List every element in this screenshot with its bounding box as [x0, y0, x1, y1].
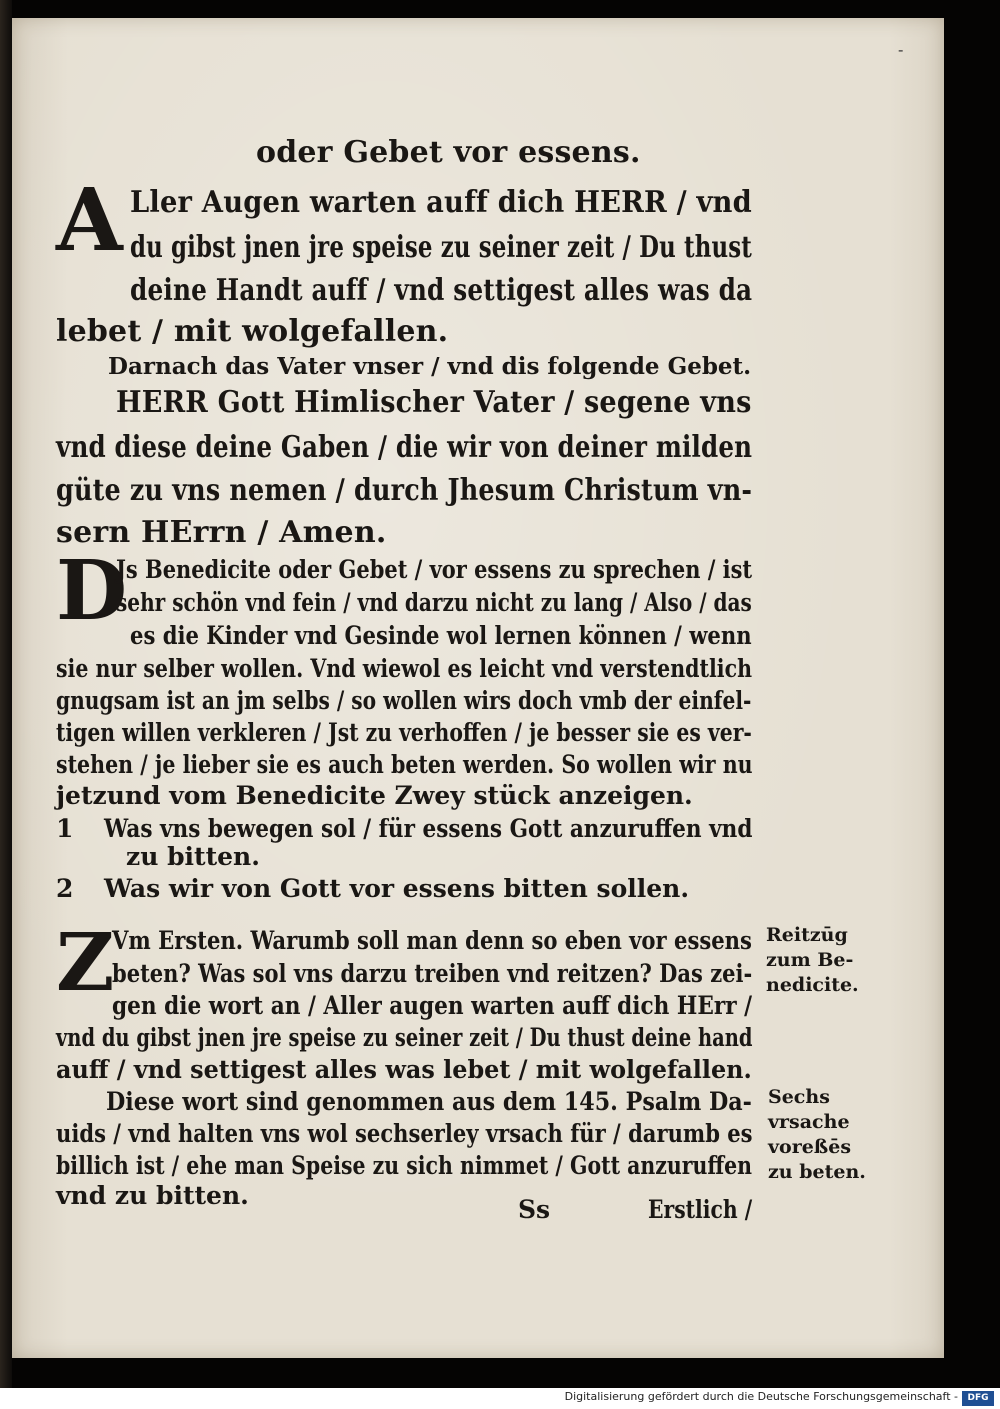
- funding-credit: Digitalisierung gefördert durch die Deutsche Forschungsgemeinschaft -: [564, 1390, 958, 1403]
- dfg-logo: DFG: [962, 1391, 994, 1406]
- margin-note-line: zum Be-: [766, 949, 854, 971]
- signature-mark: Ss: [518, 1195, 551, 1224]
- paragraph-line: gnugsam ist an jm selbs / so wollen wirs doch vmb der einfel-: [56, 686, 752, 715]
- paragraph-line: sehr schön vnd fein / vnd darzu nicht zu lang / Also / das: [116, 588, 752, 617]
- paragraph-line: jetzund vom Benedicite Zwey stück anzeigen.: [56, 781, 693, 810]
- paragraph-line: Js Benedicite oder Gebet / vor essens zu sprechen / ist: [116, 555, 753, 584]
- paragraph-line: uids / vnd halten vns wol sechserley vrsach für / darumb es: [56, 1119, 753, 1148]
- drop-cap: A: [56, 170, 123, 271]
- page-heading: oder Gebet vor essens.: [256, 135, 641, 170]
- margin-note-line: Reitzūg: [766, 924, 848, 946]
- margin-note-line: Sechs: [768, 1086, 830, 1108]
- drop-cap: D: [56, 543, 128, 639]
- list-number: 1: [56, 814, 74, 843]
- paragraph-line: billich ist / ehe man Speise zu sich nimmet / Gott anzuruffen: [56, 1151, 753, 1180]
- prayer-line: sern HErrn / Amen.: [56, 515, 387, 550]
- margin-note-line: zu beten.: [768, 1161, 866, 1183]
- page-mark: -: [898, 40, 904, 59]
- instruction-line: Darnach das Vater vnser / vnd dis folgende Gebet.: [108, 353, 752, 380]
- list-number: 2: [56, 874, 74, 903]
- verse-line: deine Handt auff / vnd settigest alles was da: [130, 273, 753, 308]
- paragraph-line: Vm Ersten. Warumb soll man denn so eben vor essens: [112, 926, 752, 955]
- list-item-line: Was vns bewegen sol / für essens Gott anzuruffen vnd: [104, 814, 753, 843]
- list-item-line: Was wir von Gott vor essens bitten sollen.: [104, 874, 690, 903]
- paragraph-line: gen die wort an / Aller augen warten auff dich HErr /: [112, 991, 753, 1020]
- margin-note-line: vrsache: [768, 1111, 850, 1133]
- margin-note-line: nedicite.: [766, 974, 859, 996]
- drop-cap: Z: [56, 915, 115, 1009]
- prayer-line: güte zu vns nemen / durch Jhesum Christum vn-: [56, 473, 753, 508]
- paragraph-line: es die Kinder vnd Gesinde wol lernen können / wenn: [130, 621, 752, 650]
- margin-note-line: voreßēs: [768, 1136, 852, 1158]
- verse-line: Ller Augen warten auff dich HERR / vnd: [130, 185, 752, 220]
- paragraph-line: sie nur selber wollen. Vnd wiewol es leicht vnd verstendtlich: [56, 654, 753, 683]
- paragraph-line: Diese wort sind genommen aus dem 145. Psalm Da-: [106, 1087, 752, 1116]
- prayer-line: vnd diese deine Gaben / die wir von deiner milden: [56, 430, 753, 465]
- paragraph-line: stehen / je lieber sie es auch beten werden. So wollen wir nu: [56, 750, 753, 779]
- catchword: Erstlich /: [648, 1195, 753, 1224]
- paragraph-line: vnd du gibst jnen jre speise zu seiner zeit / Du thust deine hand: [56, 1023, 753, 1052]
- book-spine: [0, 0, 12, 1388]
- paragraph-line: vnd zu bitten.: [56, 1181, 249, 1210]
- verse-line: du gibst jnen jre speise zu seiner zeit / Du thust: [130, 230, 753, 265]
- footer-bar: [0, 1388, 1000, 1409]
- verse-line: lebet / mit wolgefallen.: [56, 314, 449, 349]
- paragraph-line: beten? Was sol vns darzu treiben vnd reitzen? Das zei-: [112, 959, 753, 988]
- list-item-line: zu bitten.: [126, 842, 260, 871]
- paragraph-line: tigen willen verkleren / Jst zu verhoffen / je besser sie es ver-: [56, 718, 752, 747]
- prayer-line: HERR Gott Himlischer Vater / segene vns: [116, 385, 752, 420]
- book-page: [12, 18, 944, 1358]
- paragraph-line: auff / vnd settigest alles was lebet / mit wolgefallen.: [56, 1055, 752, 1084]
